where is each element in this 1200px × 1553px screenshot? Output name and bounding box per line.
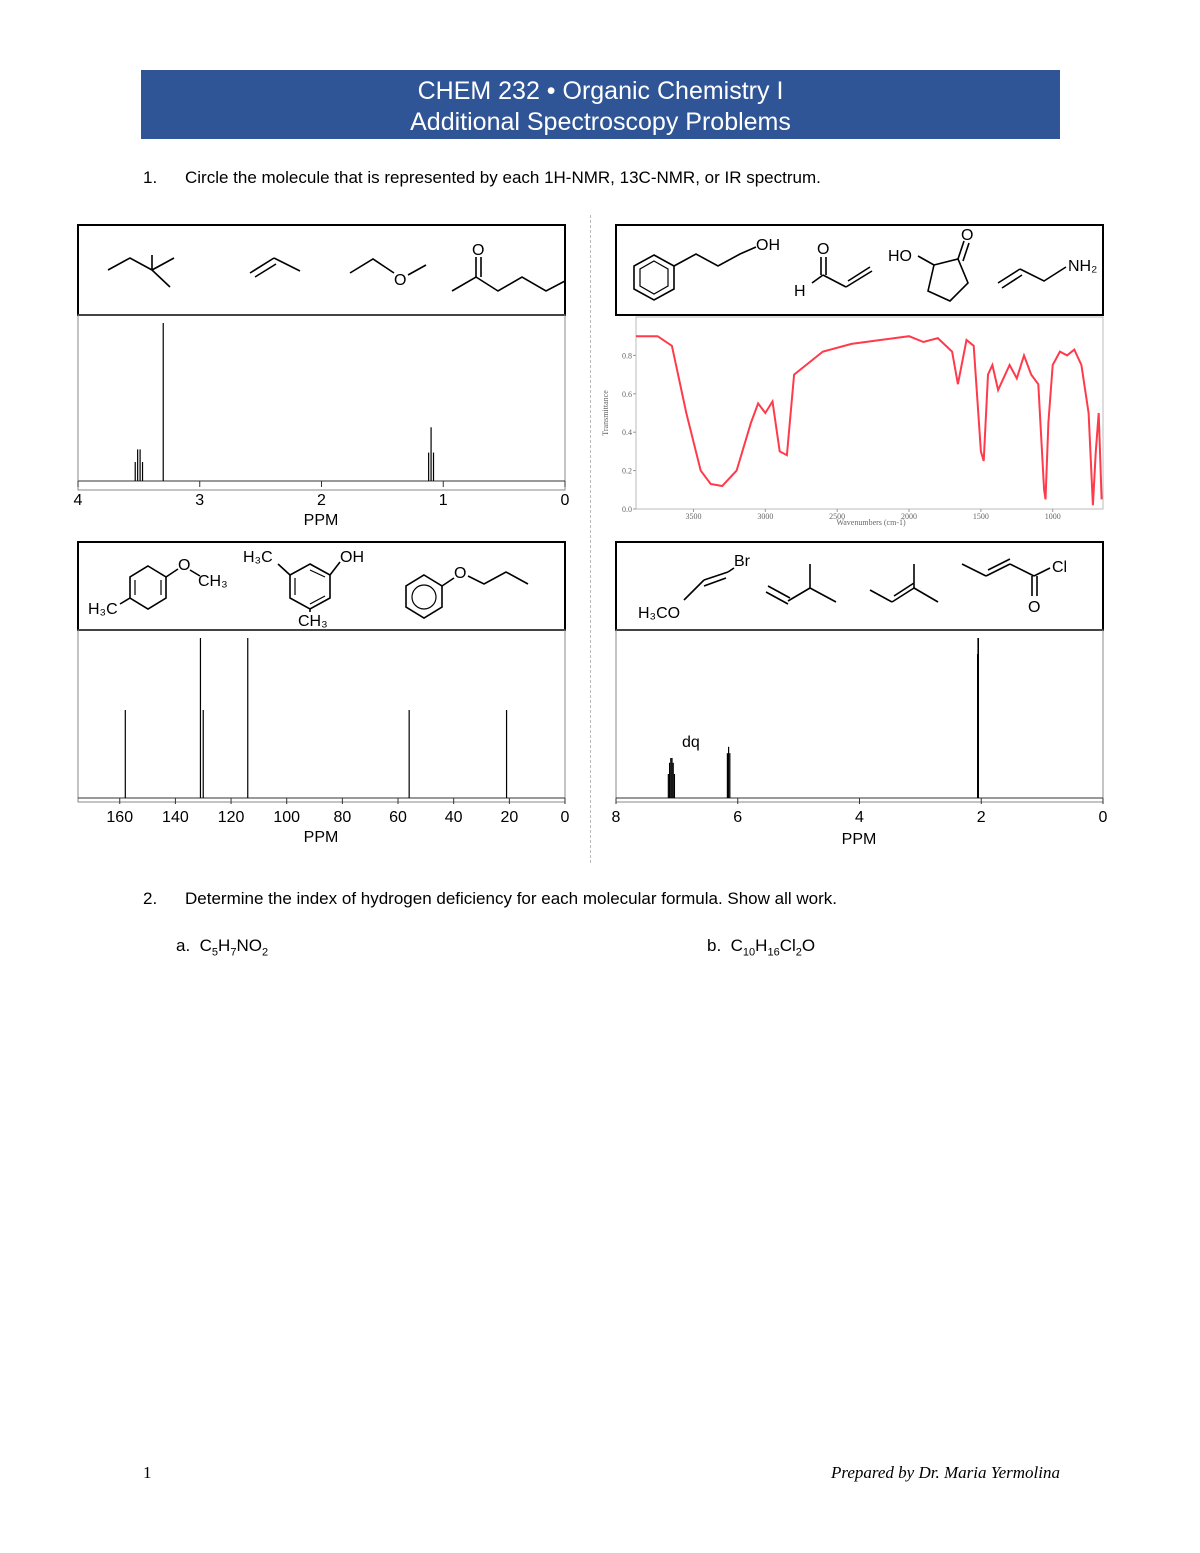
x-axis [74,481,570,509]
molecule-methylanisole[interactable] [88,552,228,618]
molecule-pentanone[interactable] [452,242,565,291]
y-tick-label: 0.4 [622,428,632,438]
x-tick-label: 3000 [757,512,774,521]
ir-plot-frame [636,317,1103,509]
x-tick-label: 2500 [829,512,846,521]
svg-text:O: O [178,557,191,574]
panel-4-svg [611,542,1108,848]
formula-atom: H [218,936,231,955]
page-number: 1 [143,1463,152,1482]
x-axis-label: PPM [303,512,339,529]
molecule-methylbutene[interactable] [766,564,836,604]
multiplet-annotation: dq [682,734,700,751]
svg-text:CH₃: CH₃ [198,573,228,590]
answer-b [707,936,815,958]
y-tick-label: 0.2 [622,466,632,476]
x-axis-label: Wavenumbers (cm-1) [836,518,906,527]
svg-text:H₃CO: H₃CO [638,605,681,622]
x-tick-label: 3 [195,492,205,509]
panel-1h-nmr-1 [73,225,570,530]
answer-a [176,936,268,958]
panel-2-svg [601,225,1106,530]
molecule-crotonyl-chloride[interactable] [962,559,1067,616]
x-tick-label: 4 [855,809,864,826]
formula-b [730,936,816,959]
x-tick-label: 4 [73,492,83,509]
molecule-acrolein[interactable] [794,241,872,300]
answer-a-label: a. [176,936,191,955]
svg-text:OH: OH [340,549,364,566]
y-axis [622,351,636,514]
course-title: CHEM 232 • Organic Chemistry I [417,77,784,105]
svg-text:H₃C: H₃C [243,549,273,566]
x-tick-label: 2000 [901,512,918,521]
spectrum-frame [78,630,565,802]
x-tick-label: 1 [438,492,448,509]
molecule-propene[interactable] [250,258,300,277]
svg-text:Cl: Cl [1052,559,1068,576]
svg-text:Br: Br [734,553,750,570]
molecule-propoxybenzene[interactable] [406,565,528,618]
x-tick-label: 0 [560,809,570,826]
x-tick-label: 40 [444,809,463,826]
question-number: 1. [143,168,158,187]
x-tick-label: 140 [162,809,189,826]
x-tick-label: 8 [611,809,621,826]
question-text: Circle the molecule that is represented by each 1H-NMR, 13C-NMR, or IR spectrum. [185,168,821,187]
x-tick-label: 60 [389,809,407,826]
panel-3-svg [78,542,568,847]
molecule-phenylethanol[interactable] [634,237,780,300]
svg-text:H: H [794,283,806,300]
svg-text:O: O [454,565,467,582]
author-credit: Prepared by Dr. Maria Yermolina [830,1463,1060,1482]
y-tick-label: 0.8 [622,351,632,361]
formula-subscript: 5 [211,946,219,959]
svg-text:O: O [472,242,485,259]
spectrum-frame [616,630,1103,802]
svg-text:OH: OH [756,237,780,254]
peaks-group [668,638,978,798]
svg-text:O: O [817,241,830,258]
panel-1h-nmr-2 [611,542,1108,848]
svg-text:O: O [961,227,974,244]
molecule-allylamine[interactable] [998,258,1097,288]
svg-text:CH₃: CH₃ [298,613,328,630]
x-tick-label: 1500 [972,512,989,521]
column-divider [590,215,591,863]
formula-atom: H [755,936,768,955]
svg-text:HO: HO [888,248,912,265]
peaks-group [135,323,433,481]
x-tick-label: 0 [1098,809,1108,826]
x-tick-label: 2 [976,809,986,826]
question-text: Determine the index of hydrogen deficiency for each molecular formula. Show all work. [185,889,837,908]
x-tick-label: 6 [733,809,743,826]
formula-subscript: 16 [767,946,780,959]
formula-atom: NO [236,936,262,955]
x-tick-label: 1000 [1044,512,1061,521]
formula-subscript: 2 [261,946,269,959]
molecule-box [616,225,1103,315]
panel-1-svg [73,225,570,530]
formula-a [199,936,269,959]
panel-13c-nmr [78,542,568,847]
x-tick-label: 3500 [685,512,702,521]
panel-ir [601,225,1106,530]
molecule-neopentane[interactable] [108,255,174,287]
formula-atom: O [801,936,816,955]
molecule-dimethylphenol[interactable] [243,549,364,630]
x-tick-label: 0 [560,492,570,509]
svg-text:H₃C: H₃C [88,601,118,618]
molecule-bromovinyl-ether[interactable] [638,553,751,622]
formula-atom: Cl [779,936,796,955]
formula-atom: C [730,936,743,955]
answer-b-label: b. [707,936,722,955]
y-tick-label: 0.0 [622,505,632,514]
formula-subscript: 7 [230,946,237,959]
formula-subscript: 10 [742,946,756,959]
x-tick-label: 80 [333,809,352,826]
x-tick-label: 2 [317,492,326,509]
y-tick-label: 0.6 [622,389,632,399]
peaks-group [125,638,506,798]
x-tick-label: 160 [106,809,134,826]
x-tick-label: 120 [217,809,245,826]
svg-text:O: O [1028,599,1041,616]
x-axis-label: PPM [303,829,339,846]
svg-text:NH₂: NH₂ [1068,258,1098,275]
oxygen-label: O [394,272,407,289]
spectrum-frame [78,315,565,490]
x-axis-label: PPM [841,831,877,848]
molecule-ether[interactable] [350,259,426,289]
worksheet-title: Additional Spectroscopy Problems [410,108,791,136]
formula-subscript: 2 [795,946,802,959]
molecule-hydroxycyclopentanone[interactable] [888,227,973,301]
molecule-box [616,542,1103,630]
molecule-methyl-2-butene[interactable] [870,564,938,602]
title-banner [141,70,1060,139]
formula-atom: C [199,936,212,955]
x-tick-label: 100 [273,809,301,826]
question-number: 2. [143,889,158,908]
y-axis-label: Transmittance [601,390,610,436]
x-tick-label: 20 [500,809,519,826]
